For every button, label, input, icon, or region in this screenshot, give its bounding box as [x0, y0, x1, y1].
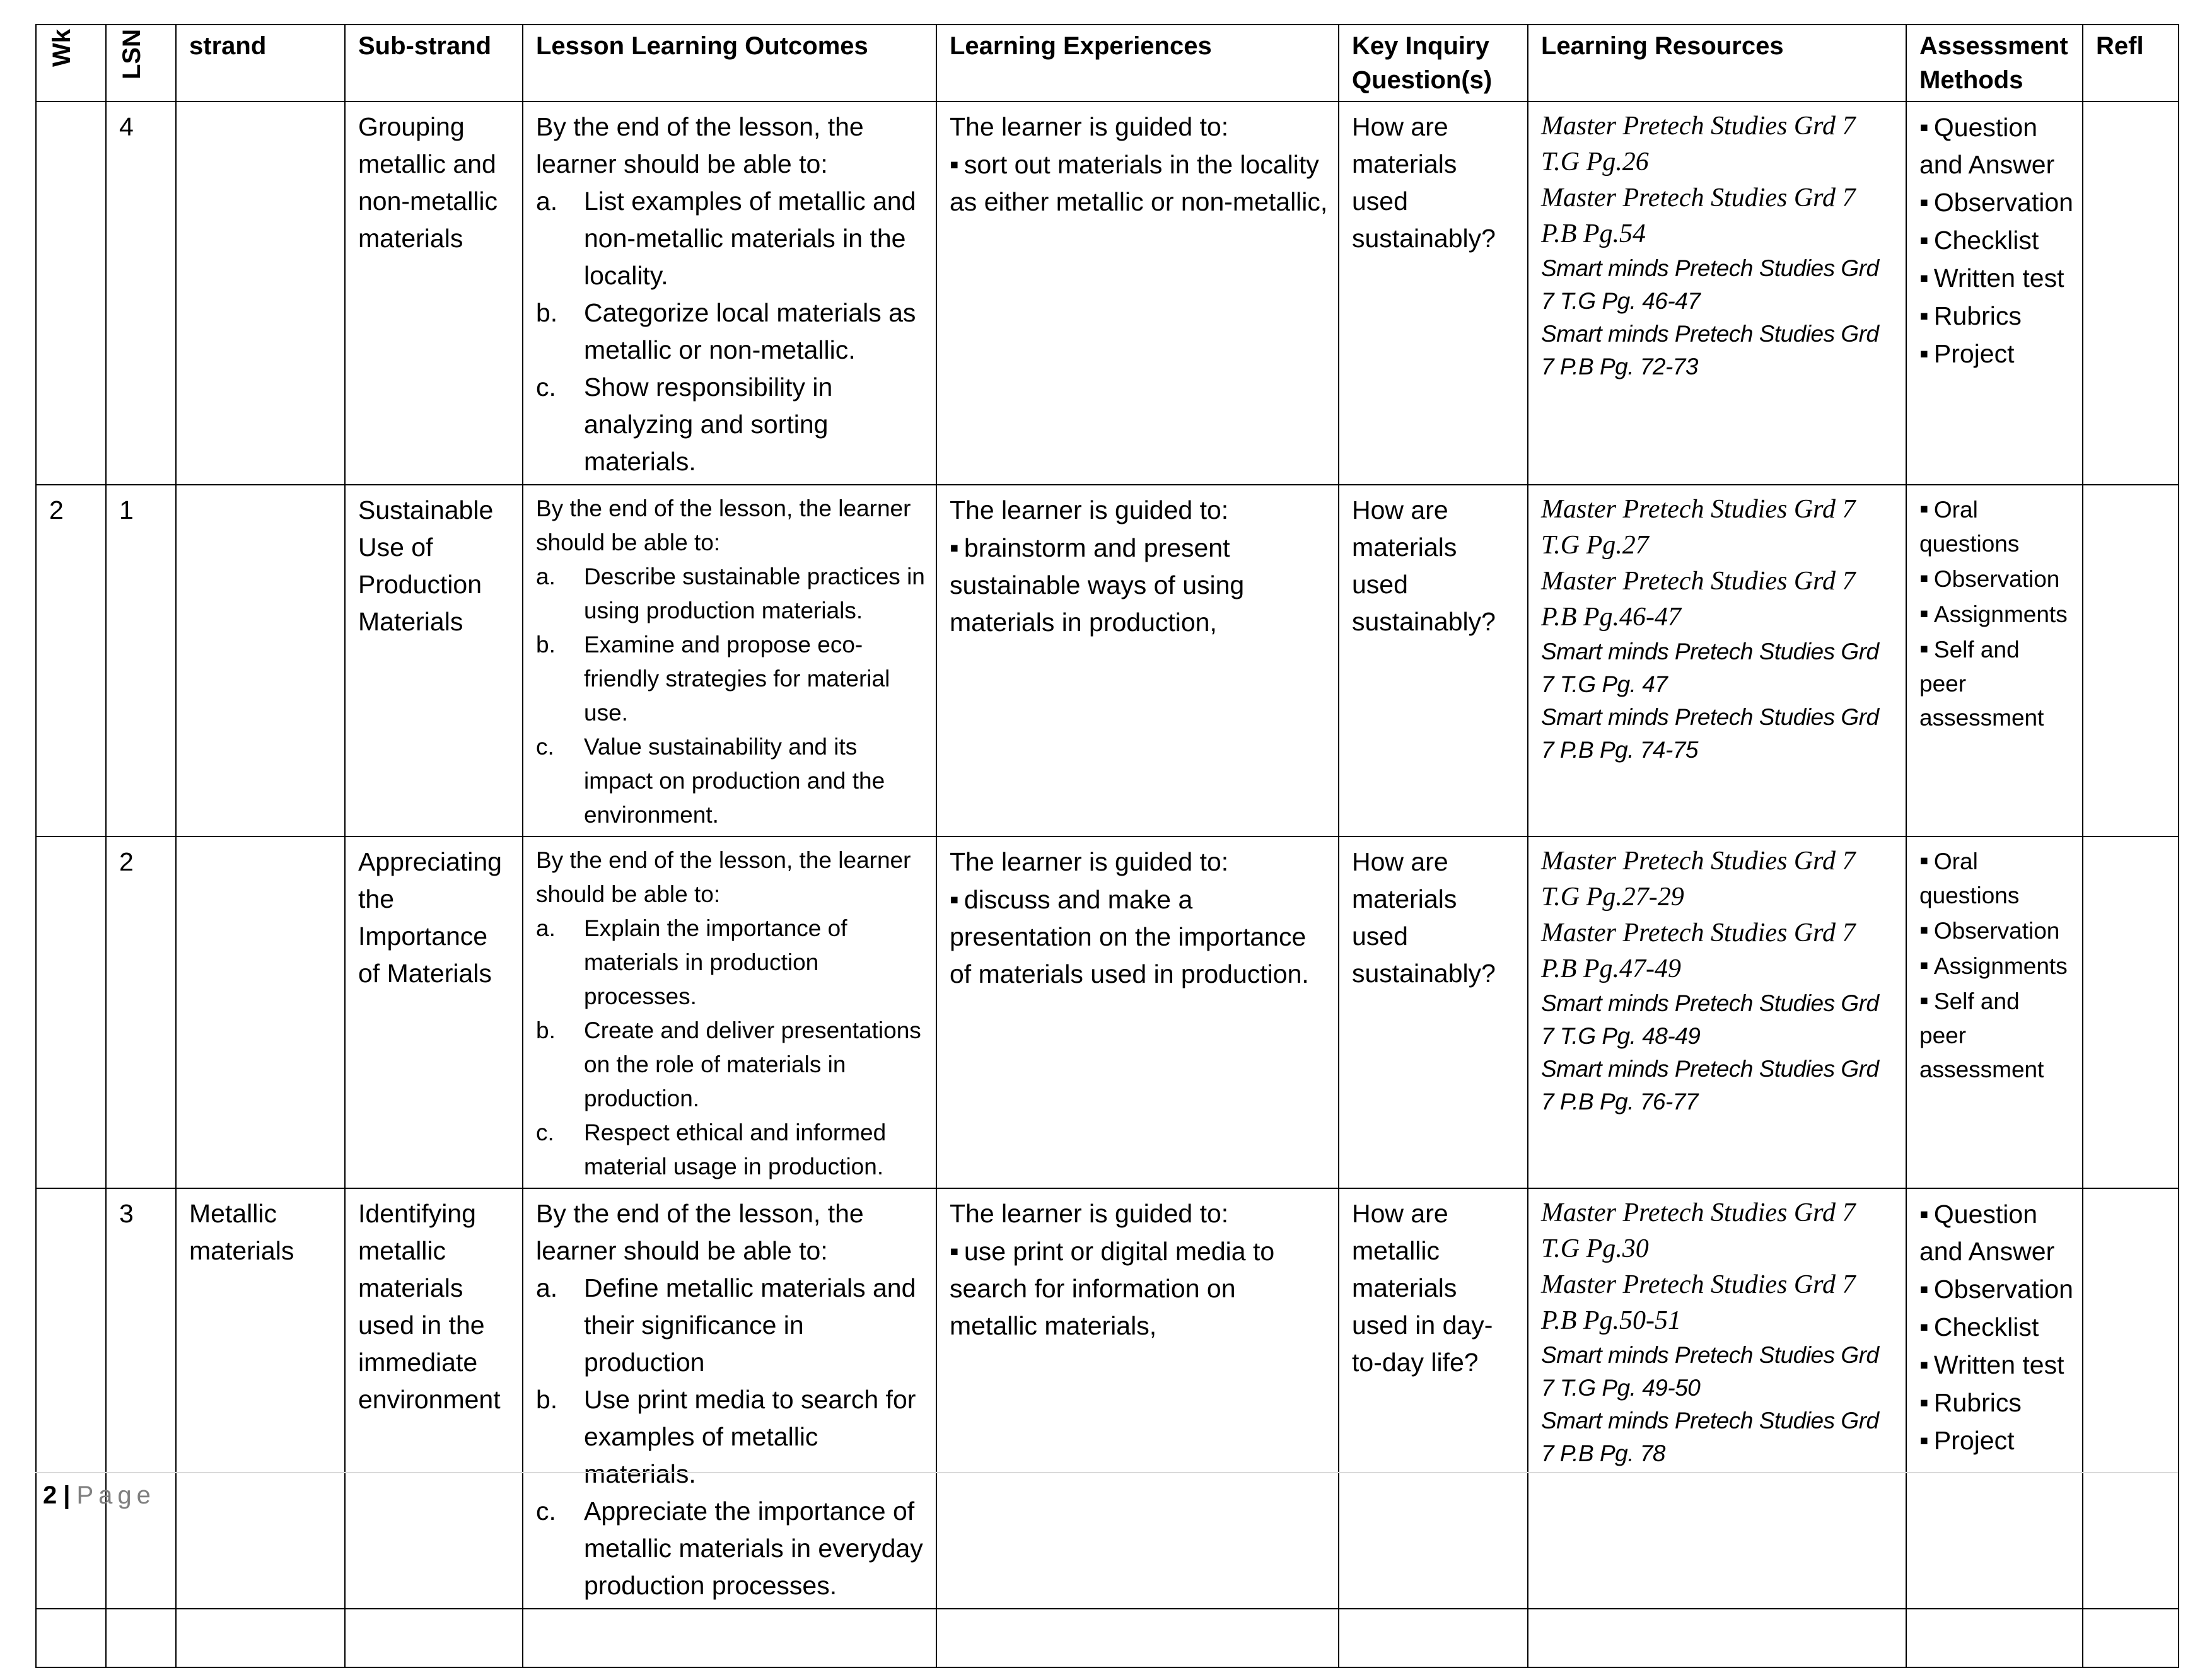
outcome-intro: By the end of the lesson, the learner should be able to: [536, 495, 911, 555]
outcome-item: c. Respect ethical and informed material usage in production. [536, 1120, 887, 1179]
resource-item: Smart minds Pretech Studies Grd 7 P.B Pg. 74-75 [1541, 704, 1879, 763]
header-reflection: Refl [2083, 25, 2179, 101]
resource-item: Master Pretech Studies Grd 7 T.G Pg.27 [1541, 495, 1856, 560]
outcome-item: a. List examples of metallic and non-metallic materials in the locality. [536, 187, 916, 290]
cell-resources [1528, 837, 1906, 1188]
assessment-item: ▪ Checklist [1919, 1308, 2072, 1346]
cell-experiences [936, 837, 1339, 1188]
cell-reflection [2083, 101, 2179, 485]
cell-sub-strand: Grouping metallic and non-metallic materials [345, 101, 523, 485]
header-wk: Wk [36, 25, 106, 101]
cell-resources [1528, 485, 1906, 837]
cell-resources [1528, 1188, 1906, 1609]
resource-item: Master Pretech Studies Grd 7 P.B Pg.47-49 [1541, 918, 1856, 983]
header-assessment: Assessment Methods [1906, 25, 2083, 101]
cell-assessment [1906, 101, 2083, 485]
outcome-list [536, 183, 926, 480]
cell-experiences [936, 1188, 1339, 1609]
cell-strand [176, 485, 345, 837]
assessment-item: ▪ Rubrics [1919, 297, 2072, 335]
cell-strand [176, 837, 345, 1188]
page-footer [43, 1481, 156, 1510]
resource-item: Master Pretech Studies Grd 7 T.G Pg.26 [1541, 112, 1856, 177]
experience-item: ▪ discuss and make a presentation on the importance of materials used in production. [950, 885, 1309, 988]
cell-experiences [936, 101, 1339, 485]
experience-item: ▪ brainstorm and present sustainable ways of using materials in production, [950, 533, 1244, 637]
header-experiences: Learning Experiences [936, 25, 1339, 101]
cell-inquiry: How are materials used sustainably? [1339, 485, 1528, 837]
outcome-item: a. Describe sustainable practices in using production materials. [536, 564, 925, 623]
page-number: 2 [43, 1481, 57, 1509]
outcome-list [536, 560, 926, 832]
outcome-item: b. Examine and propose eco-friendly strategies for material use. [536, 632, 890, 726]
table-row [36, 101, 2179, 485]
cell-outcomes [523, 1188, 936, 1609]
outcome-intro: By the end of the lesson, the learner should be able to: [536, 1199, 864, 1265]
cell-wk [36, 101, 106, 485]
empty-row [36, 1609, 2179, 1667]
experience-intro: The learner is guided to: [950, 1199, 1229, 1228]
resource-item: Smart minds Pretech Studies Grd 7 P.B Pg. 78 [1541, 1408, 1879, 1466]
cell-lsn: 4 [106, 101, 176, 485]
resource-item: Master Pretech Studies Grd 7 P.B Pg.54 [1541, 183, 1856, 248]
cell-reflection [2083, 837, 2179, 1188]
assessment-item: ▪ Assignments [1919, 596, 2072, 632]
assessment-item: ▪ Oral questions [1919, 492, 2072, 561]
outcome-item: c. Value sustainability and its impact on production and the environment. [536, 734, 885, 828]
header-lsn: LSN [106, 25, 176, 101]
cell-inquiry: How are materials used sustainably? [1339, 101, 1528, 485]
assessment-item: ▪ Self and peer assessment [1919, 632, 2072, 735]
table-row [36, 1188, 2179, 1609]
cell-wk [36, 837, 106, 1188]
outcome-item: c. Appreciate the importance of metallic materials in everyday production processes. [536, 1497, 923, 1600]
cell-outcomes [523, 101, 936, 485]
header-strand: strand [176, 25, 345, 101]
header-sub-strand: Sub-strand [345, 25, 523, 101]
resource-item: Smart minds Pretech Studies Grd 7 P.B Pg. 72-73 [1541, 321, 1879, 379]
resource-item: Smart minds Pretech Studies Grd 7 T.G Pg. 48-49 [1541, 990, 1879, 1049]
experience-intro: The learner is guided to: [950, 495, 1229, 524]
assessment-item: ▪ Observation [1919, 561, 2072, 596]
cell-outcomes [523, 485, 936, 837]
cell-experiences [936, 485, 1339, 837]
experience-item: ▪ sort out materials in the locality as either metallic or non-metallic, [950, 150, 1327, 216]
outcome-item: b. Categorize local materials as metallic or non-metallic. [536, 298, 916, 364]
assessment-item: ▪ Observation [1919, 1270, 2072, 1308]
cell-sub-strand: Sustainable Use of Production Materials [345, 485, 523, 837]
resource-item: Master Pretech Studies Grd 7 T.G Pg.30 [1541, 1198, 1856, 1263]
table-row [36, 837, 2179, 1188]
page-word: Page [76, 1481, 156, 1509]
outcome-list [536, 912, 926, 1184]
cell-sub-strand: Appreciating the Importance of Materials [345, 837, 523, 1188]
assessment-item: ▪ Checklist [1919, 221, 2072, 259]
cell-reflection [2083, 485, 2179, 837]
cell-outcomes [523, 837, 936, 1188]
outcome-item: b. Create and deliver presentations on the role of materials in production. [536, 1017, 921, 1111]
assessment-item: ▪ Observation [1919, 183, 2072, 221]
experience-item: ▪ use print or digital media to search for information on metallic materials, [950, 1237, 1274, 1340]
cell-wk [36, 1188, 106, 1609]
cell-reflection [2083, 1188, 2179, 1609]
resource-item: Smart minds Pretech Studies Grd 7 T.G Pg. 49-50 [1541, 1342, 1879, 1401]
cell-sub-strand: Identifying metallic materials used in the immediate environment [345, 1188, 523, 1609]
cell-assessment [1906, 837, 2083, 1188]
cell-lsn: 2 [106, 837, 176, 1188]
outcome-item: c. Show responsibility in analyzing and sorting materials. [536, 373, 833, 476]
cell-wk: 2 [36, 485, 106, 837]
resource-item: Smart minds Pretech Studies Grd 7 T.G Pg. 47 [1541, 639, 1879, 697]
resource-item: Master Pretech Studies Grd 7 P.B Pg.46-47 [1541, 567, 1856, 632]
header-row [36, 25, 2179, 101]
assessment-item: ▪ Project [1919, 335, 2072, 373]
assessment-item: ▪ Observation [1919, 913, 2072, 948]
assessment-item: ▪ Self and peer assessment [1919, 983, 2072, 1087]
resource-item: Master Pretech Studies Grd 7 P.B Pg.50-51 [1541, 1270, 1856, 1335]
header-resources: Learning Resources [1528, 25, 1906, 101]
cell-inquiry: How are materials used sustainably? [1339, 837, 1528, 1188]
assessment-item: ▪ Assignments [1919, 948, 2072, 983]
assessment-item: ▪ Oral questions [1919, 843, 2072, 913]
cell-resources [1528, 101, 1906, 485]
assessment-item: ▪ Question and Answer [1919, 1195, 2072, 1270]
resource-item: Master Pretech Studies Grd 7 T.G Pg.27-29 [1541, 847, 1856, 912]
cell-lsn: 3 [106, 1188, 176, 1609]
resource-item: Smart minds Pretech Studies Grd 7 T.G Pg. 46-47 [1541, 255, 1879, 314]
assessment-item: ▪ Rubrics [1919, 1384, 2072, 1422]
assessment-item: ▪ Project [1919, 1422, 2072, 1459]
outcome-list [536, 1270, 926, 1604]
assessment-item: ▪ Written test [1919, 259, 2072, 297]
outcome-intro: By the end of the lesson, the learner should be able to: [536, 112, 864, 178]
cell-lsn: 1 [106, 485, 176, 837]
experience-intro: The learner is guided to: [950, 112, 1229, 141]
outcome-intro: By the end of the lesson, the learner should be able to: [536, 847, 911, 907]
experience-intro: The learner is guided to: [950, 847, 1229, 876]
scheme-of-work-table [35, 24, 2179, 1668]
outcome-item: a. Define metallic materials and their significance in production [536, 1273, 916, 1377]
header-inquiry: Key Inquiry Question(s) [1339, 25, 1528, 101]
outcome-item: a. Explain the importance of materials in production processes. [536, 915, 847, 1009]
cell-strand: Metallic materials [176, 1188, 345, 1609]
cell-assessment [1906, 1188, 2083, 1609]
resource-item: Smart minds Pretech Studies Grd 7 P.B Pg. 76-77 [1541, 1056, 1879, 1115]
outcome-item: b. Use print media to search for examples of metallic materials. [536, 1385, 916, 1488]
assessment-item: ▪ Written test [1919, 1346, 2072, 1384]
cell-inquiry: How are metallic materials used in day-to-day life? [1339, 1188, 1528, 1609]
footer-divider [35, 1472, 2178, 1473]
assessment-item: ▪ Question and Answer [1919, 108, 2072, 183]
cell-strand [176, 101, 345, 485]
header-outcomes: Lesson Learning Outcomes [523, 25, 936, 101]
table-row [36, 485, 2179, 837]
footer-separator: | [63, 1481, 71, 1509]
cell-assessment [1906, 485, 2083, 837]
